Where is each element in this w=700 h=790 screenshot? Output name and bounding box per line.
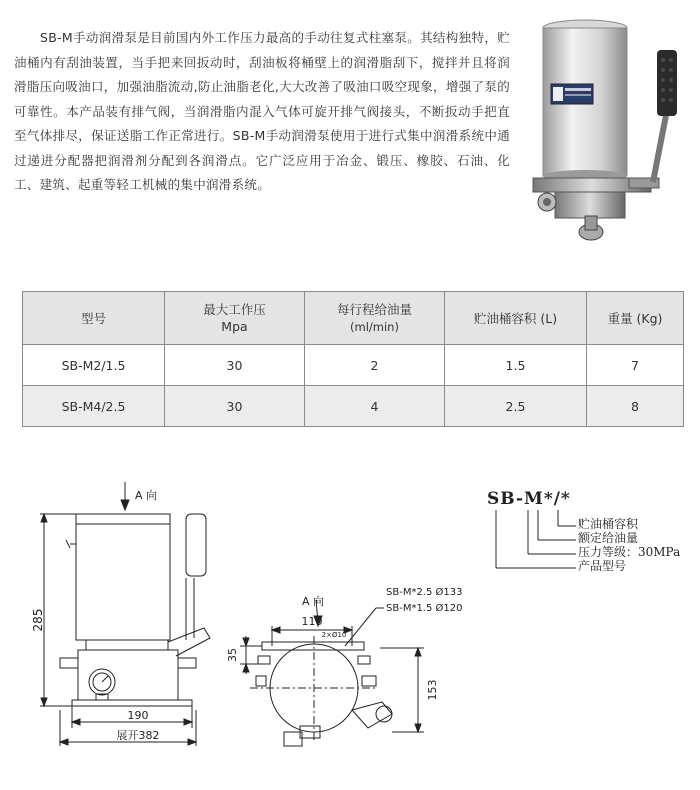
col-weight: 重量 (Kg) (587, 292, 684, 345)
table-header-row (23, 292, 684, 345)
dim-width: 190 (127, 709, 149, 722)
dim-35: 35 (226, 648, 239, 662)
product-description: SB-M手动润滑泵是目前国内外工作压力最高的手动往复式柱塞泵。其结构独特，贮油桶内有刮油装置，当手把来回扳动时，刮油板将桶壁上的润滑脂刮下，搅拌并且将润滑脂压向吸油口，加强油脂流动,防止油脂老化,大大改善了吸油口吸空现象，增强了泵的可靠性。本产品装有排气阀，当润滑脂内混入气体可旋开排气阀接头，不断扳动手把直至气体排尽，保证送脂工作正常进行。SB-M手动润滑泵使用于进行式集中润滑系统中通过递进分配器把润滑剂分配到各润滑点。它广泛应用于冶金、锻压、橡胶、石油、化工、建筑、起重等轻工机械的集中润滑系统。 (14, 30, 510, 192)
cell-output: 4 (305, 386, 445, 427)
table-row (23, 345, 684, 386)
cell-output: 2 (305, 345, 445, 386)
dim-153: 153 (426, 679, 439, 701)
model-code: SB-M*/* (487, 489, 571, 509)
cell-volume: 1.5 (445, 345, 587, 386)
dim-110: 110 (301, 615, 323, 628)
col-pressure: 最大工作压 Mpa (165, 292, 305, 345)
diameter-note-1: SB-M*2.5 Ø133 (386, 587, 463, 598)
legend-item-volume: 贮油桶容积 (578, 517, 639, 531)
pump-product-photo (525, 10, 690, 250)
cell-volume: 2.5 (445, 386, 587, 427)
legend-item-output: 额定给油量 (578, 531, 639, 545)
top-view (240, 600, 424, 746)
direction-label-top: A 向 (301, 595, 325, 608)
front-view (40, 482, 210, 746)
legend-item-pressure: 压力等级：30MPa (578, 545, 681, 559)
dim-span: 展开382 (116, 729, 160, 742)
diameter-note-2: SB-M*1.5 Ø120 (386, 603, 463, 614)
cell-pressure: 30 (165, 345, 305, 386)
hole-note: 2×Ø10 (321, 631, 347, 639)
dim-height: 285 (31, 608, 45, 632)
cell-model: SB-M2/1.5 (23, 345, 165, 386)
col-volume: 贮油桶容积 (L) (445, 292, 587, 345)
spec-table (22, 291, 684, 427)
cell-weight: 7 (587, 345, 684, 386)
legend-lines (496, 510, 576, 568)
col-model: 型号 (23, 292, 165, 345)
col-output: 每行程给油量 (ml/min) (305, 292, 445, 345)
cell-weight: 8 (587, 386, 684, 427)
cell-pressure: 30 (165, 386, 305, 427)
legend-item-product: 产品型号 (578, 559, 627, 573)
table-row (23, 386, 684, 427)
cell-model: SB-M4/2.5 (23, 386, 165, 427)
direction-label-front: A 向 (135, 489, 158, 502)
